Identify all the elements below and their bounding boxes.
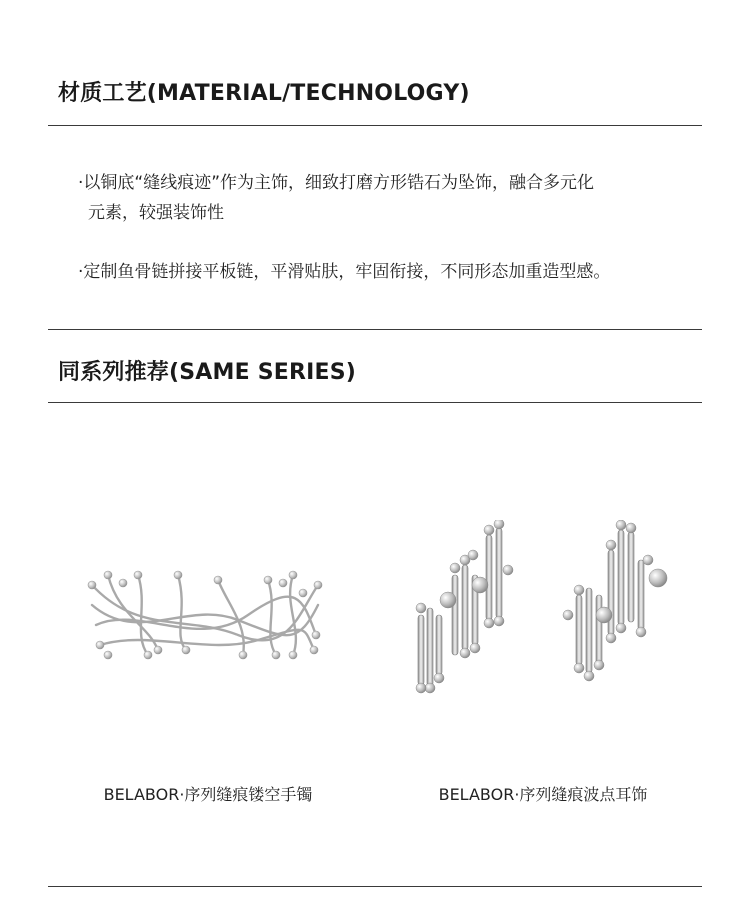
product-caption-earrings[interactable]: BELABOR·序列缝痕波点耳饰 xyxy=(438,785,648,804)
material-bullet-1-line-2: 元素，较强装饰性 xyxy=(88,203,224,223)
product-card-earrings[interactable] xyxy=(408,520,678,705)
earrings-image xyxy=(408,520,678,705)
bracelet-image xyxy=(78,555,328,675)
divider xyxy=(48,402,702,403)
series-heading: 同系列推荐(SAME SERIES) xyxy=(58,360,357,385)
product-card-bracelet[interactable] xyxy=(78,555,328,675)
material-bullet-1 xyxy=(78,168,698,228)
divider xyxy=(48,125,702,126)
material-bullet-1-line-1: ·以铜底“缝线痕迹”作为主饰，细致打磨方形锆石为坠饰，融合多元化 xyxy=(78,173,595,193)
product-caption-bracelet[interactable]: BELABOR·序列缝痕镂空手镯 xyxy=(103,785,313,804)
divider xyxy=(48,329,702,330)
material-bullet-2: ·定制鱼骨链拼接平板链，平滑贴肤，牢固衔接，不同形态加重造型感。 xyxy=(78,262,611,282)
material-heading: 材质工艺(MATERIAL/TECHNOLOGY) xyxy=(58,81,470,106)
divider xyxy=(48,886,702,887)
